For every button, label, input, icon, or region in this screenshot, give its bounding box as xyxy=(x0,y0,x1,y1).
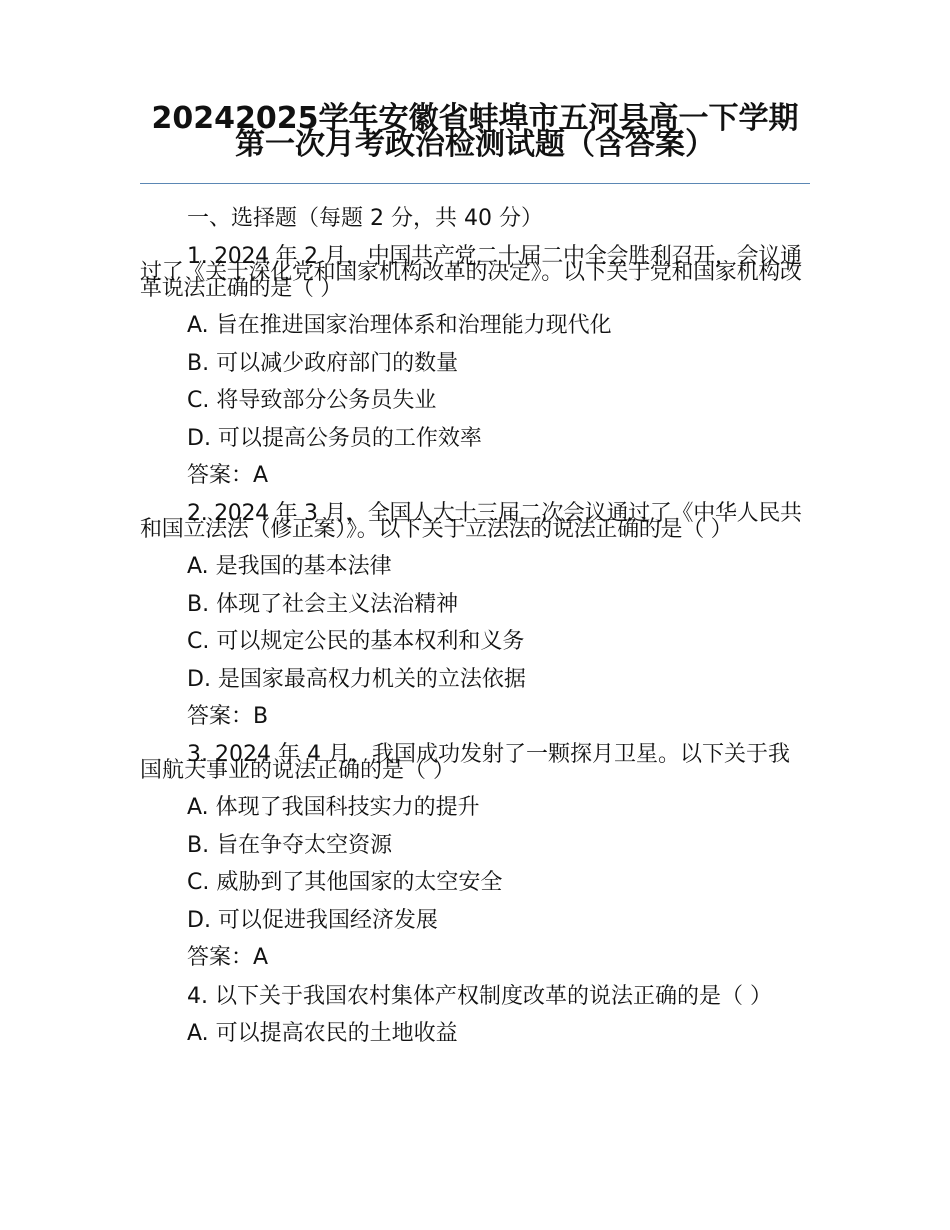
question-1-option-d: D. 可以提高公务员的工作效率 xyxy=(187,425,482,451)
question-2-option-d: D. 是国家最高权力机关的立法依据 xyxy=(187,666,526,692)
question-4-stem: 4. 以下关于我国农村集体产权制度改革的说法正确的是（ ） xyxy=(187,983,772,1009)
question-1-option-a: A. 旨在推进国家治理体系和治理能力现代化 xyxy=(187,313,612,339)
question-3-answer: 答案：A xyxy=(187,945,269,971)
title-divider xyxy=(140,183,810,184)
question-3-option-a: A. 体现了我国科技实力的提升 xyxy=(187,795,480,821)
question-1-answer: 答案：A xyxy=(187,463,269,489)
document-body xyxy=(140,200,810,1052)
document-title: 20242025学年安徽省蚌埠市五河县高一下学期第一次月考政治检测试题（含答案） xyxy=(151,101,799,162)
section-heading: 一、选择题（每题 2 分，共 40 分） xyxy=(187,206,543,231)
question-2-stem: 2. 2024 年 3 月，全国人大十三届二次会议通过了《中华人民共和国立法法（修正案）》。以下关于立法法的说法正确的是（ ） xyxy=(140,501,802,543)
question-1-option-c: C. 将导致部分公务员失业 xyxy=(187,388,437,414)
question-3-option-c: C. 威胁到了其他国家的太空安全 xyxy=(187,870,503,896)
question-3-stem: 3. 2024 年 4 月，我国成功发射了一颗探月卫星。以下关于我国航天事业的说法正确的是（ ） xyxy=(140,742,790,784)
question-2-option-a: A. 是我国的基本法律 xyxy=(187,554,392,580)
question-2-option-b: B. 体现了社会主义法治精神 xyxy=(187,591,459,617)
question-3-option-d: D. 可以促进我国经济发展 xyxy=(187,907,438,933)
question-2-answer: 答案：B xyxy=(187,704,269,730)
question-4-option-a: A. 可以提高农民的土地收益 xyxy=(187,1020,458,1046)
question-3-option-b: B. 旨在争夺太空资源 xyxy=(187,832,393,858)
question-1-stem: 1. 2024 年 2 月，中国共产党二十届二中全会胜利召开，会议通过了《关于深化党和国家机构改革的决定》。以下关于党和国家机构改革说法正确的是（ ） xyxy=(140,244,802,302)
question-2-option-c: C. 可以规定公民的基本权利和义务 xyxy=(187,629,525,655)
question-1-option-b: B. 可以减少政府部门的数量 xyxy=(187,350,459,376)
